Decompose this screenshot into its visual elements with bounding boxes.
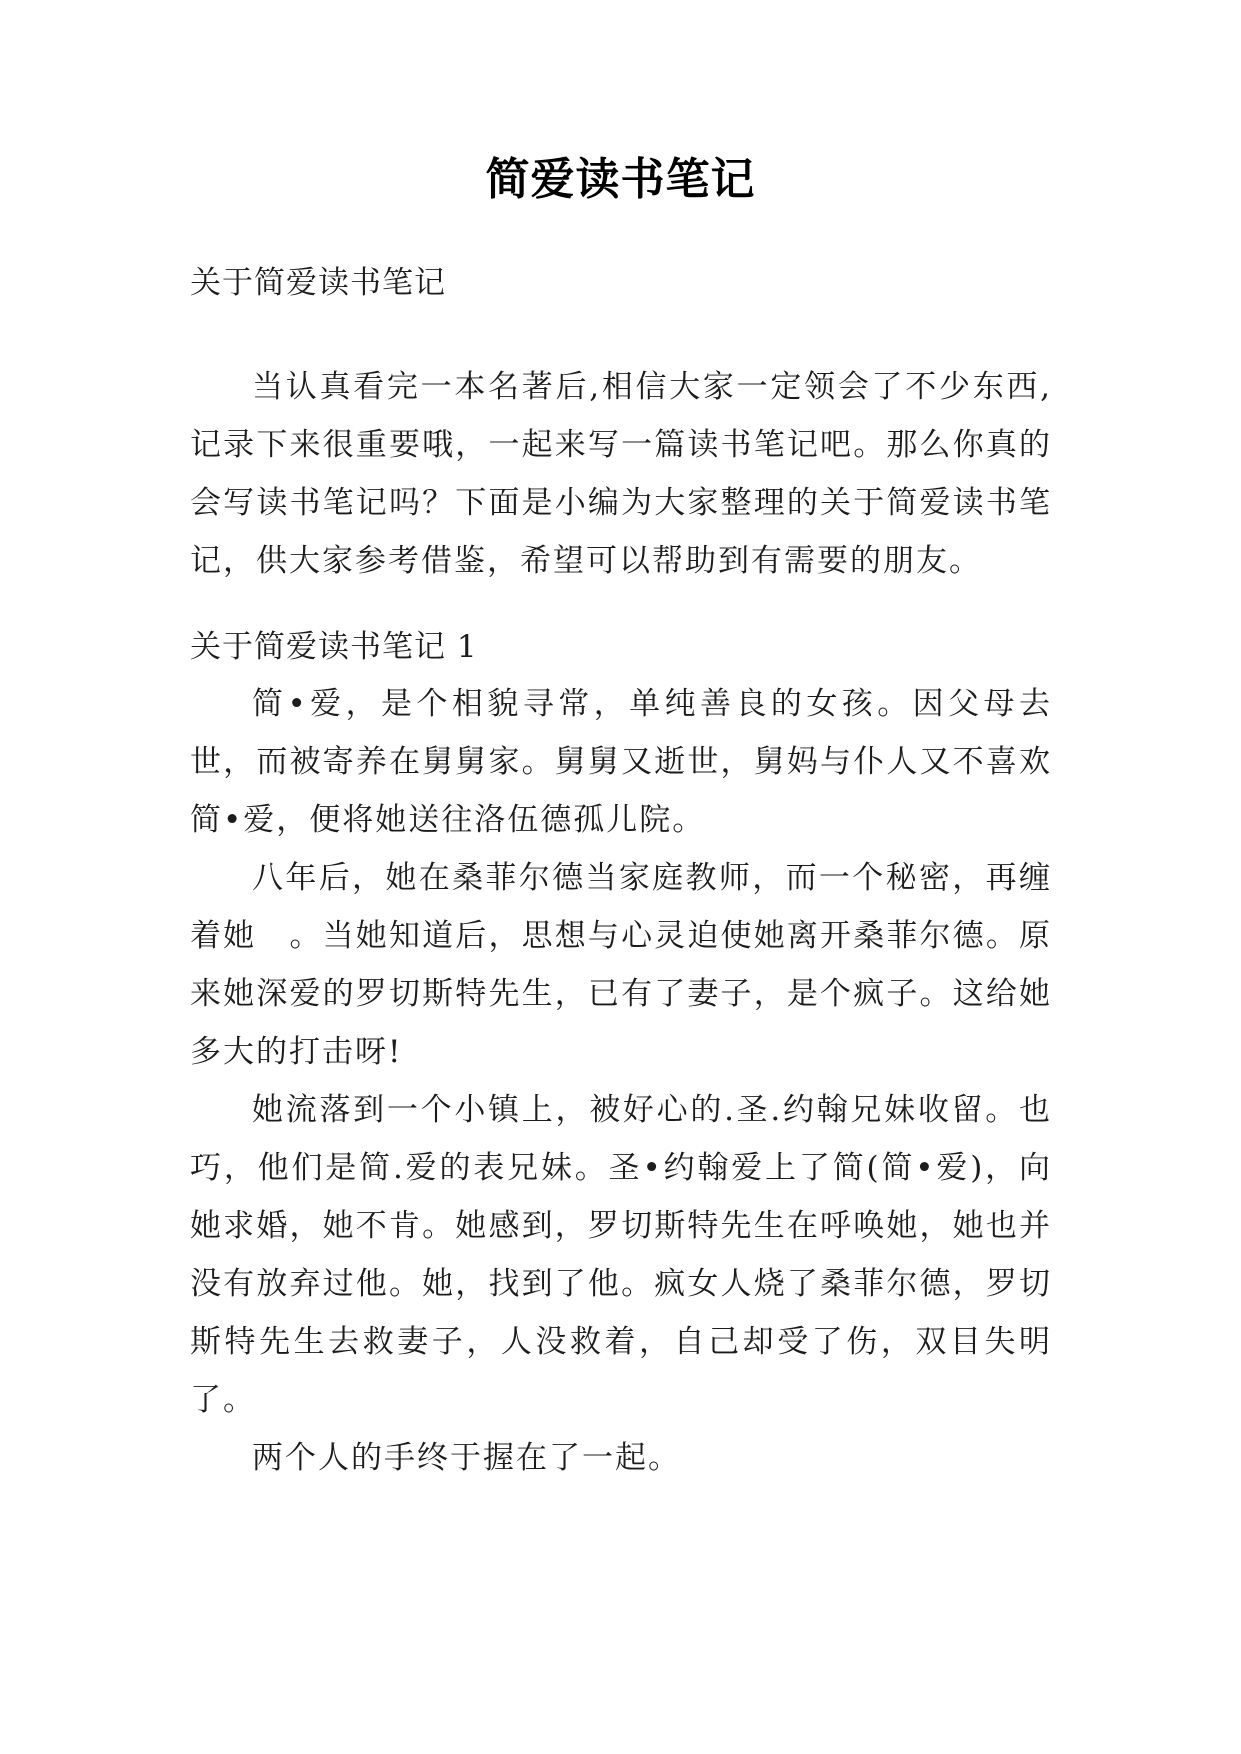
intro-block xyxy=(190,358,1052,590)
document-subtitle: 关于简爱读书笔记 xyxy=(190,265,446,301)
document-title: 简爱读书笔记 xyxy=(485,154,756,205)
intro-paragraph: 当认真看完一本名著后,相信大家一定领会了不少东西,记录下来很重要哦，一起来写一篇读书笔记吧。那么你真的会写读书笔记吗？下面是小编为大家整理的关于简爱读书笔记，供大家参考借鉴，希望可以帮助到有需要的朋友。 xyxy=(190,369,1052,579)
body-paragraph: 八年后，她在桑菲尔德当家庭教师，而一个秘密，再缠着她 。当她知道后，思想与心灵迫使她离开桑菲尔德。原来她深爱的罗切斯特先生，已有了妻子，是个疯子。这给她多大的打击呀! xyxy=(190,860,1052,1070)
body-paragraph: 简•爱，是个相貌寻常，单纯善良的女孩。因父母去世，而被寄养在舅舅家。舅舅又逝世，舅妈与仆人又不喜欢简•爱，便将她送往洛伍德孤儿院。 xyxy=(190,686,1052,838)
body-paragraph: 两个人的手终于握在了一起。 xyxy=(252,1440,681,1476)
section-heading: 关于简爱读书笔记 1 xyxy=(190,629,478,665)
body-block xyxy=(190,675,1052,1487)
body-paragraph: 她流落到一个小镇上，被好心的.圣.约翰兄妹收留。也巧，他们是简.爱的表兄妹。圣•约翰爱上了简(简•爱)，向她求婚，她不肯。她感到，罗切斯特先生在呼唤她，她也并没有放弃过他。她，找到了他。疯女人烧了桑菲尔德，罗切斯特先生去救妻子，人没救着，自己却受了伤，双目失明了。 xyxy=(190,1092,1052,1418)
